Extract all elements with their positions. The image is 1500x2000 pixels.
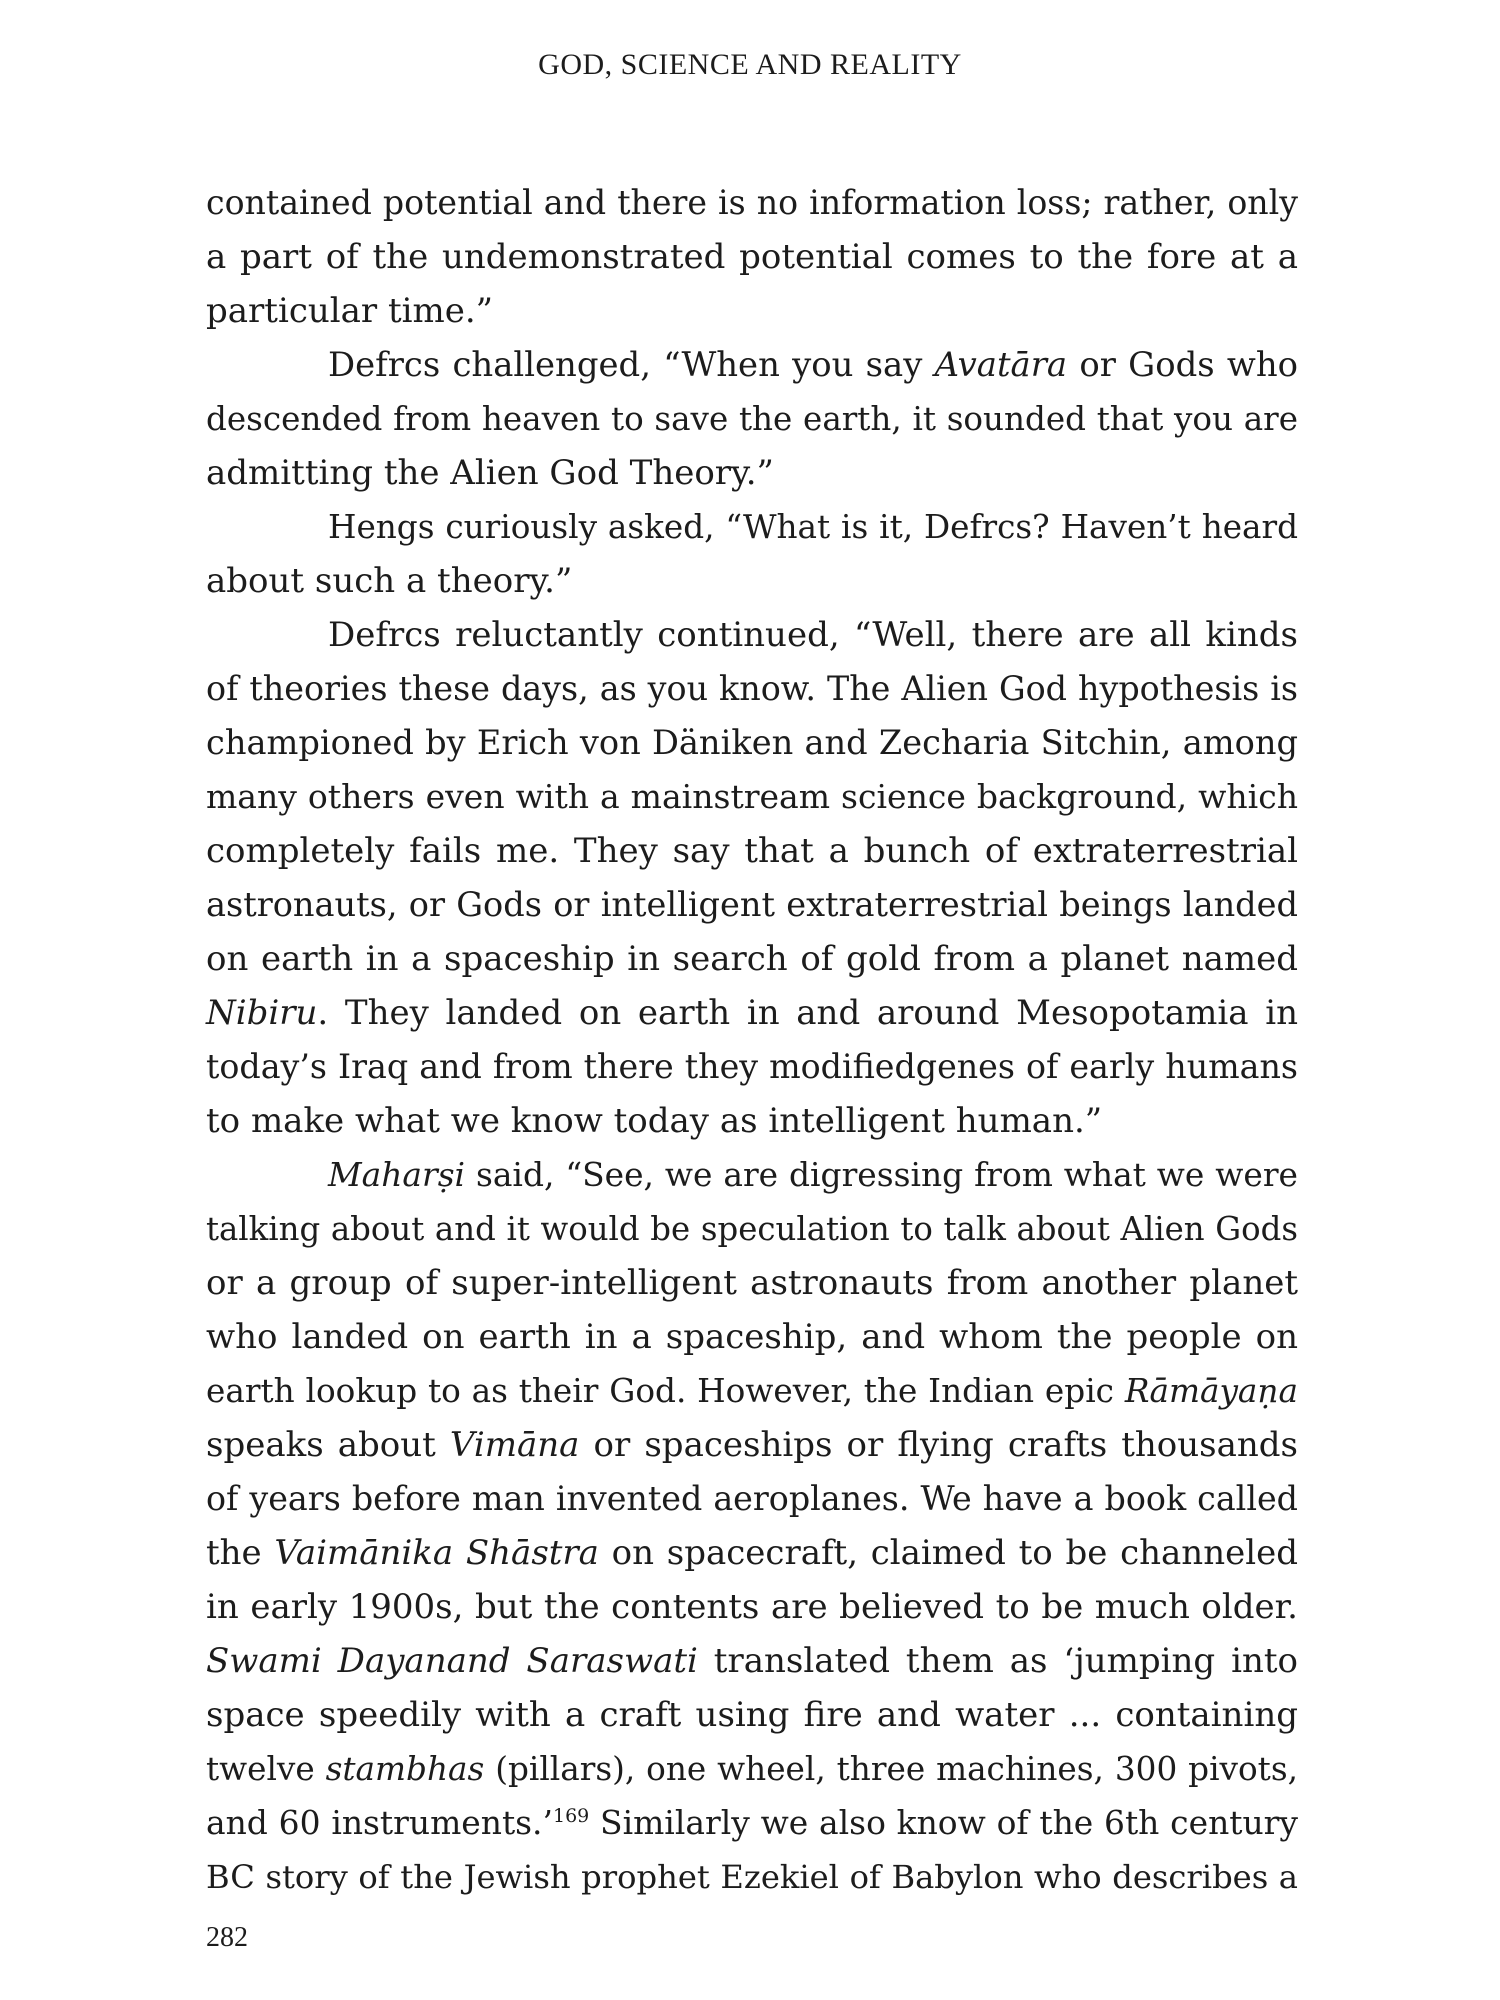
text-segment: of theories these days, as you know. The Alien God hypothesis is xyxy=(206,669,1298,708)
text-segment: many others even with a mainstream science background, which xyxy=(206,777,1298,816)
text-line xyxy=(206,878,1298,932)
text-line xyxy=(206,446,1298,500)
text-line xyxy=(206,1094,1298,1148)
text-segment: Similarly we also know of the 6th century xyxy=(589,1803,1298,1842)
text-segment: translated them as ‘jumping into xyxy=(697,1641,1298,1681)
text-segment: particular time.” xyxy=(206,291,494,331)
running-head: GOD, SCIENCE AND REALITY xyxy=(538,48,962,81)
text-line xyxy=(206,1202,1298,1256)
text-segment: Defrcs challenged, “When you say xyxy=(328,345,935,384)
text-segment: twelve xyxy=(206,1750,326,1788)
italic-text: Vaimānika Shāstra xyxy=(274,1533,599,1573)
text-segment: a part of the undemonstrated potential comes to the fore at a xyxy=(206,237,1298,277)
text-line xyxy=(206,1364,1298,1418)
text-segment: who landed on earth in a spaceship, and whom the people on xyxy=(206,1317,1298,1357)
italic-text: Rāmāyaṇa xyxy=(1124,1372,1298,1410)
text-segment: about such a theory.” xyxy=(206,561,573,601)
text-line xyxy=(206,1472,1298,1526)
text-segment: . They landed on earth in and around Mesopotamia in xyxy=(317,993,1298,1033)
italic-text: Nibiru xyxy=(206,993,318,1033)
text-segment: earth lookup to as their God. However, the Indian epic xyxy=(206,1372,1125,1410)
text-segment: descended from heaven to save the earth, it sounded that you are xyxy=(206,400,1298,438)
text-segment: the xyxy=(206,1533,275,1573)
text-line xyxy=(206,1148,1298,1202)
text-line xyxy=(206,284,1298,338)
page-number: 282 xyxy=(206,1922,248,1953)
italic-text: Avatāra xyxy=(934,345,1068,384)
italic-text: Swami Dayanand Saraswati xyxy=(206,1641,698,1681)
text-line xyxy=(206,824,1298,878)
text-segment: astronauts, or Gods or intelligent extraterrestrial beings landed xyxy=(206,885,1298,924)
text-line xyxy=(206,986,1298,1040)
text-segment: completely fails me. They say that a bunch of extraterrestrial xyxy=(206,831,1298,871)
text-segment: on earth in a spaceship in search of gold from a planet named xyxy=(206,939,1298,979)
text-line xyxy=(206,1580,1298,1634)
italic-text: Maharṣi xyxy=(328,1155,466,1194)
text-line xyxy=(206,1310,1298,1364)
text-segment: admitting the Alien God Theory.” xyxy=(206,453,774,493)
text-line xyxy=(206,1796,1298,1850)
text-segment: space speedily with a craft using fire and water ... containing xyxy=(206,1695,1298,1735)
text-line xyxy=(206,716,1298,770)
text-line xyxy=(206,932,1298,986)
text-segment: Defrcs reluctantly continued, “Well, there are all kinds xyxy=(328,615,1298,655)
body-text xyxy=(206,176,1298,1904)
text-line xyxy=(206,338,1298,392)
text-line xyxy=(206,176,1298,230)
text-line xyxy=(206,608,1298,662)
text-segment: contained potential and there is no information loss; rather, only xyxy=(206,183,1298,222)
text-line xyxy=(206,1256,1298,1310)
text-segment: Hengs curiously asked, “What is it, Defrcs? Haven’t heard xyxy=(328,508,1298,546)
footnote-marker: 169 xyxy=(552,1805,590,1828)
text-line xyxy=(206,554,1298,608)
text-line xyxy=(206,1634,1298,1688)
text-line xyxy=(206,1040,1298,1094)
italic-text: stambhas xyxy=(325,1750,485,1788)
text-line xyxy=(206,1418,1298,1472)
text-line xyxy=(206,770,1298,824)
text-segment: said, “See, we are digressing from what we were xyxy=(465,1155,1298,1194)
text-segment: (pillars), one wheel, three machines, 300 pivots, xyxy=(484,1750,1298,1788)
text-line xyxy=(206,392,1298,446)
text-segment: or Gods who xyxy=(1067,345,1298,384)
text-line xyxy=(206,1688,1298,1742)
text-segment: BC story of the Jewish prophet Ezekiel of Babylon who describes a xyxy=(206,1858,1298,1896)
text-segment: and 60 instruments.’ xyxy=(206,1803,553,1842)
text-segment: of years before man invented aeroplanes. We have a book called xyxy=(206,1479,1298,1518)
text-segment: championed by Erich von Däniken and Zecharia Sitchin, among xyxy=(206,723,1298,762)
text-line xyxy=(206,1526,1298,1580)
text-segment: or spaceships or flying crafts thousands xyxy=(579,1425,1298,1465)
text-line xyxy=(206,230,1298,284)
text-segment: speaks about xyxy=(206,1425,450,1465)
text-line xyxy=(206,1742,1298,1796)
text-line xyxy=(206,500,1298,554)
text-segment: or a group of super-intelligent astronauts from another planet xyxy=(206,1263,1298,1303)
italic-text: Vimāna xyxy=(449,1425,580,1465)
text-segment: today’s Iraq and from there they modifiedgenes of early humans xyxy=(206,1047,1298,1086)
text-line xyxy=(206,1850,1298,1904)
text-line xyxy=(206,662,1298,716)
text-segment: in early 1900s, but the contents are believed to be much older. xyxy=(206,1587,1298,1627)
text-segment: talking about and it would be speculation to talk about Alien Gods xyxy=(206,1210,1298,1248)
text-segment: on spacecraft, claimed to be channeled xyxy=(598,1533,1298,1573)
text-segment: to make what we know today as intelligent human.” xyxy=(206,1101,1103,1141)
